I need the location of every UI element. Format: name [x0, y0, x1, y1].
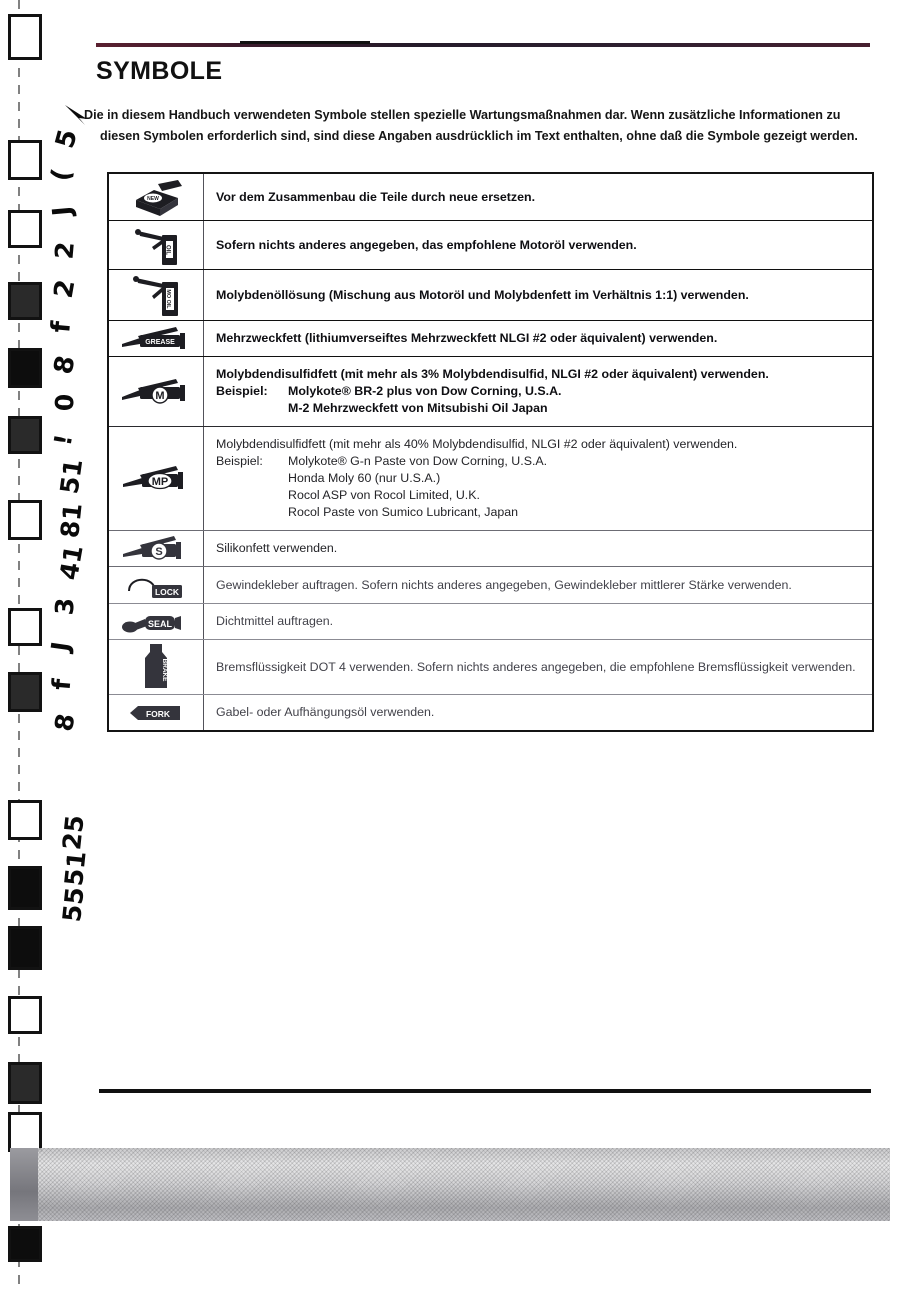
footer-rule: [99, 1089, 871, 1093]
scanner-shadow-band-cap: [10, 1148, 38, 1221]
binding-hole: [8, 608, 42, 646]
binding-hole: [8, 500, 42, 540]
table-row: [109, 640, 872, 695]
binding-hole: [8, 1112, 42, 1152]
row-description: Molybdendisulfidfett (mit mehr als 3% Molybdendisulfid, NLGI #2 oder äquivalent) verwenden.: [216, 367, 769, 381]
fork-oil-icon: [124, 699, 188, 727]
table-row: [109, 321, 872, 357]
row-example: M-2 Mehrzweckfett von Mitsubishi Oil Japan: [288, 401, 548, 415]
table-row: [109, 531, 872, 567]
table-row: [109, 174, 872, 221]
row-description: Mehrzweckfett (lithiumverseiftes Mehrzweckfett NLGI #2 oder äquivalent) verwenden.: [216, 331, 718, 345]
binding-hole: [8, 926, 42, 970]
row-example: Rocol Paste von Sumico Lubricant, Japan: [288, 505, 519, 519]
description-cell: [204, 695, 872, 730]
row-description: Silikonfett verwenden.: [216, 541, 338, 555]
silicone-grease-gun-s-icon: [118, 532, 194, 566]
binding-hole: [8, 140, 42, 180]
symbol-cell: [109, 531, 204, 566]
row-description: Vor dem Zusammenbau die Teile durch neue ersetzen.: [216, 189, 536, 204]
binding-hole: [8, 282, 42, 320]
handwritten-marginalia-column-3: [52, 813, 114, 928]
handwritten-mark: 51: [59, 849, 92, 888]
table-row: [109, 221, 872, 270]
intro-paragraph: [84, 105, 890, 147]
symbol-cell: [109, 357, 204, 426]
example-value: Molykote® G-n Paste von Dow Corning, U.S.A.: [288, 454, 548, 468]
moly-paste-gun-mp-icon: [118, 461, 194, 497]
symbol-cell: [109, 427, 204, 530]
symbol-cell: [109, 695, 204, 730]
svg-text:MP: MP: [151, 475, 169, 488]
row-description: Sofern nichts anderes angegeben, das empfohlene Motoröl verwenden.: [216, 237, 637, 252]
binding-hole: [8, 14, 42, 60]
row-example: Honda Moly 60 (nur U.S.A.): [288, 471, 441, 485]
symbol-cell: [109, 174, 204, 220]
binding-hole: [8, 348, 42, 388]
row-example: Rocol ASP von Rocol Limited, U.K.: [288, 488, 480, 502]
symbol-cell: [109, 270, 204, 320]
handwritten-mark: 81: [55, 501, 88, 540]
table-row: [109, 604, 872, 640]
description-cell: [204, 174, 872, 220]
symbol-cell: [109, 321, 204, 356]
handwritten-marginalia-column-1: [44, 96, 106, 856]
handwritten-mark: 41: [54, 542, 89, 583]
handwritten-mark: 5: [50, 126, 84, 152]
symbol-cell: [109, 604, 204, 639]
intro-line-2: diesen Symbolen erforderlich sind, sind diese Angaben ausdrücklich im Text enthalten, ohne daß die Symbole gezeigt werden.: [100, 129, 858, 143]
thread-lock-icon: [121, 567, 191, 603]
handwritten-mark: 2: [49, 240, 80, 261]
description-cell: [204, 604, 872, 639]
svg-text:LOCK: LOCK: [154, 587, 180, 597]
svg-text:S: S: [155, 545, 163, 558]
handwritten-mark: f: [46, 320, 78, 334]
handwritten-mark: 0: [49, 393, 80, 412]
svg-text:FLUID: FLUID: [166, 662, 173, 682]
handwritten-mark: J: [45, 639, 76, 654]
table-row: [109, 427, 872, 531]
description-cell: [204, 531, 872, 566]
handwritten-mark: f: [46, 677, 77, 692]
handwritten-mark: (: [46, 166, 78, 184]
scanner-shadow-band: [10, 1148, 890, 1221]
example-label: Beispiel:: [216, 454, 263, 468]
table-row: [109, 695, 872, 730]
moly-oil-can-icon: [128, 270, 184, 320]
handwritten-mark: J: [47, 204, 79, 218]
row-description: Bremsflüssigkeit DOT 4 verwenden. Sofern nichts anderes angegeben, die empfohlene Bremsflüssigkeit verwenden.: [216, 659, 856, 674]
binding-hole: [8, 800, 42, 840]
handwritten-mark: 8: [48, 353, 82, 377]
header-rule: [96, 43, 870, 47]
binding-hole: [8, 996, 42, 1034]
grease-gun-icon: [118, 322, 194, 356]
row-description: Molybdendisulfidfett (mit mehr als 40% Molybdendisulfid, NLGI #2 oder äquivalent) verwenden.: [216, 437, 738, 451]
svg-text:SEAL: SEAL: [147, 618, 173, 629]
handwritten-mark: 55: [57, 885, 90, 924]
handwritten-mark: 3: [49, 596, 80, 617]
description-cell: [204, 640, 872, 694]
svg-text:FORK: FORK: [145, 708, 171, 719]
example-label: Beispiel:: [216, 384, 268, 398]
example-value: Molykote® BR-2 plus von Dow Corning, U.S.A.: [288, 384, 562, 398]
symbol-cell: [109, 221, 204, 269]
row-example-first: [216, 453, 858, 470]
row-example-first: [216, 383, 858, 400]
binding-hole: [8, 672, 42, 712]
description-cell: [204, 357, 872, 426]
description-cell: [204, 427, 872, 530]
svg-text:M: M: [155, 389, 165, 402]
page-title: SYMBOLE: [96, 57, 223, 85]
svg-text:NEW: NEW: [147, 196, 159, 202]
handwritten-mark: 8: [48, 711, 81, 734]
binding-hole: [8, 1062, 42, 1104]
scanner-binding-edge: [0, 0, 46, 1292]
table-row: [109, 270, 872, 321]
handwritten-mark: 2: [48, 277, 82, 301]
description-cell: [204, 270, 872, 320]
table-row: [109, 357, 872, 427]
handwritten-mark: 51: [54, 457, 89, 496]
symbol-legend-table: [107, 172, 874, 732]
description-cell: [204, 221, 872, 269]
svg-text:OIL: OIL: [164, 245, 171, 255]
symbol-cell: [109, 567, 204, 603]
engine-oil-can-icon: [128, 221, 184, 269]
binding-hole: [8, 1226, 42, 1262]
description-cell: [204, 567, 872, 603]
row-description: Molybdenöllösung (Mischung aus Motoröl und Molybdenfett im Verhältnis 1:1) verwenden.: [216, 287, 749, 302]
row-description: Gewindekleber auftragen. Sofern nichts anderes angegeben, Gewindekleber mittlerer Stärke verwenden.: [216, 577, 792, 592]
binding-rail: [18, 0, 20, 1292]
row-description: Dichtmittel auftragen.: [216, 614, 334, 628]
svg-text:MO OIL: MO OIL: [165, 289, 171, 309]
header-rule-ink-blot: [240, 41, 370, 44]
sealant-tube-icon: [121, 606, 191, 638]
new-part-box-icon: [128, 174, 184, 220]
table-row: [109, 567, 872, 604]
handwritten-mark: !: [48, 432, 79, 448]
binding-hole: [8, 210, 42, 248]
symbol-cell: [109, 640, 204, 694]
svg-text:GREASE: GREASE: [145, 338, 175, 346]
binding-hole: [8, 416, 42, 454]
handwritten-mark: 25: [57, 813, 90, 852]
intro-line-1: Die in diesem Handbuch verwendeten Symbole stellen spezielle Wartungsmaßnahmen dar. Wenn zusätzliche Informationen zu: [84, 108, 841, 122]
binding-hole: [8, 866, 42, 910]
description-cell: [204, 321, 872, 356]
brake-fluid-bottle-icon: [136, 640, 176, 694]
row-description: Gabel- oder Aufhängungsöl verwenden.: [216, 705, 435, 719]
moly-grease-gun-m-icon: [118, 373, 194, 411]
svg-text:BRAKE: BRAKE: [161, 658, 168, 682]
